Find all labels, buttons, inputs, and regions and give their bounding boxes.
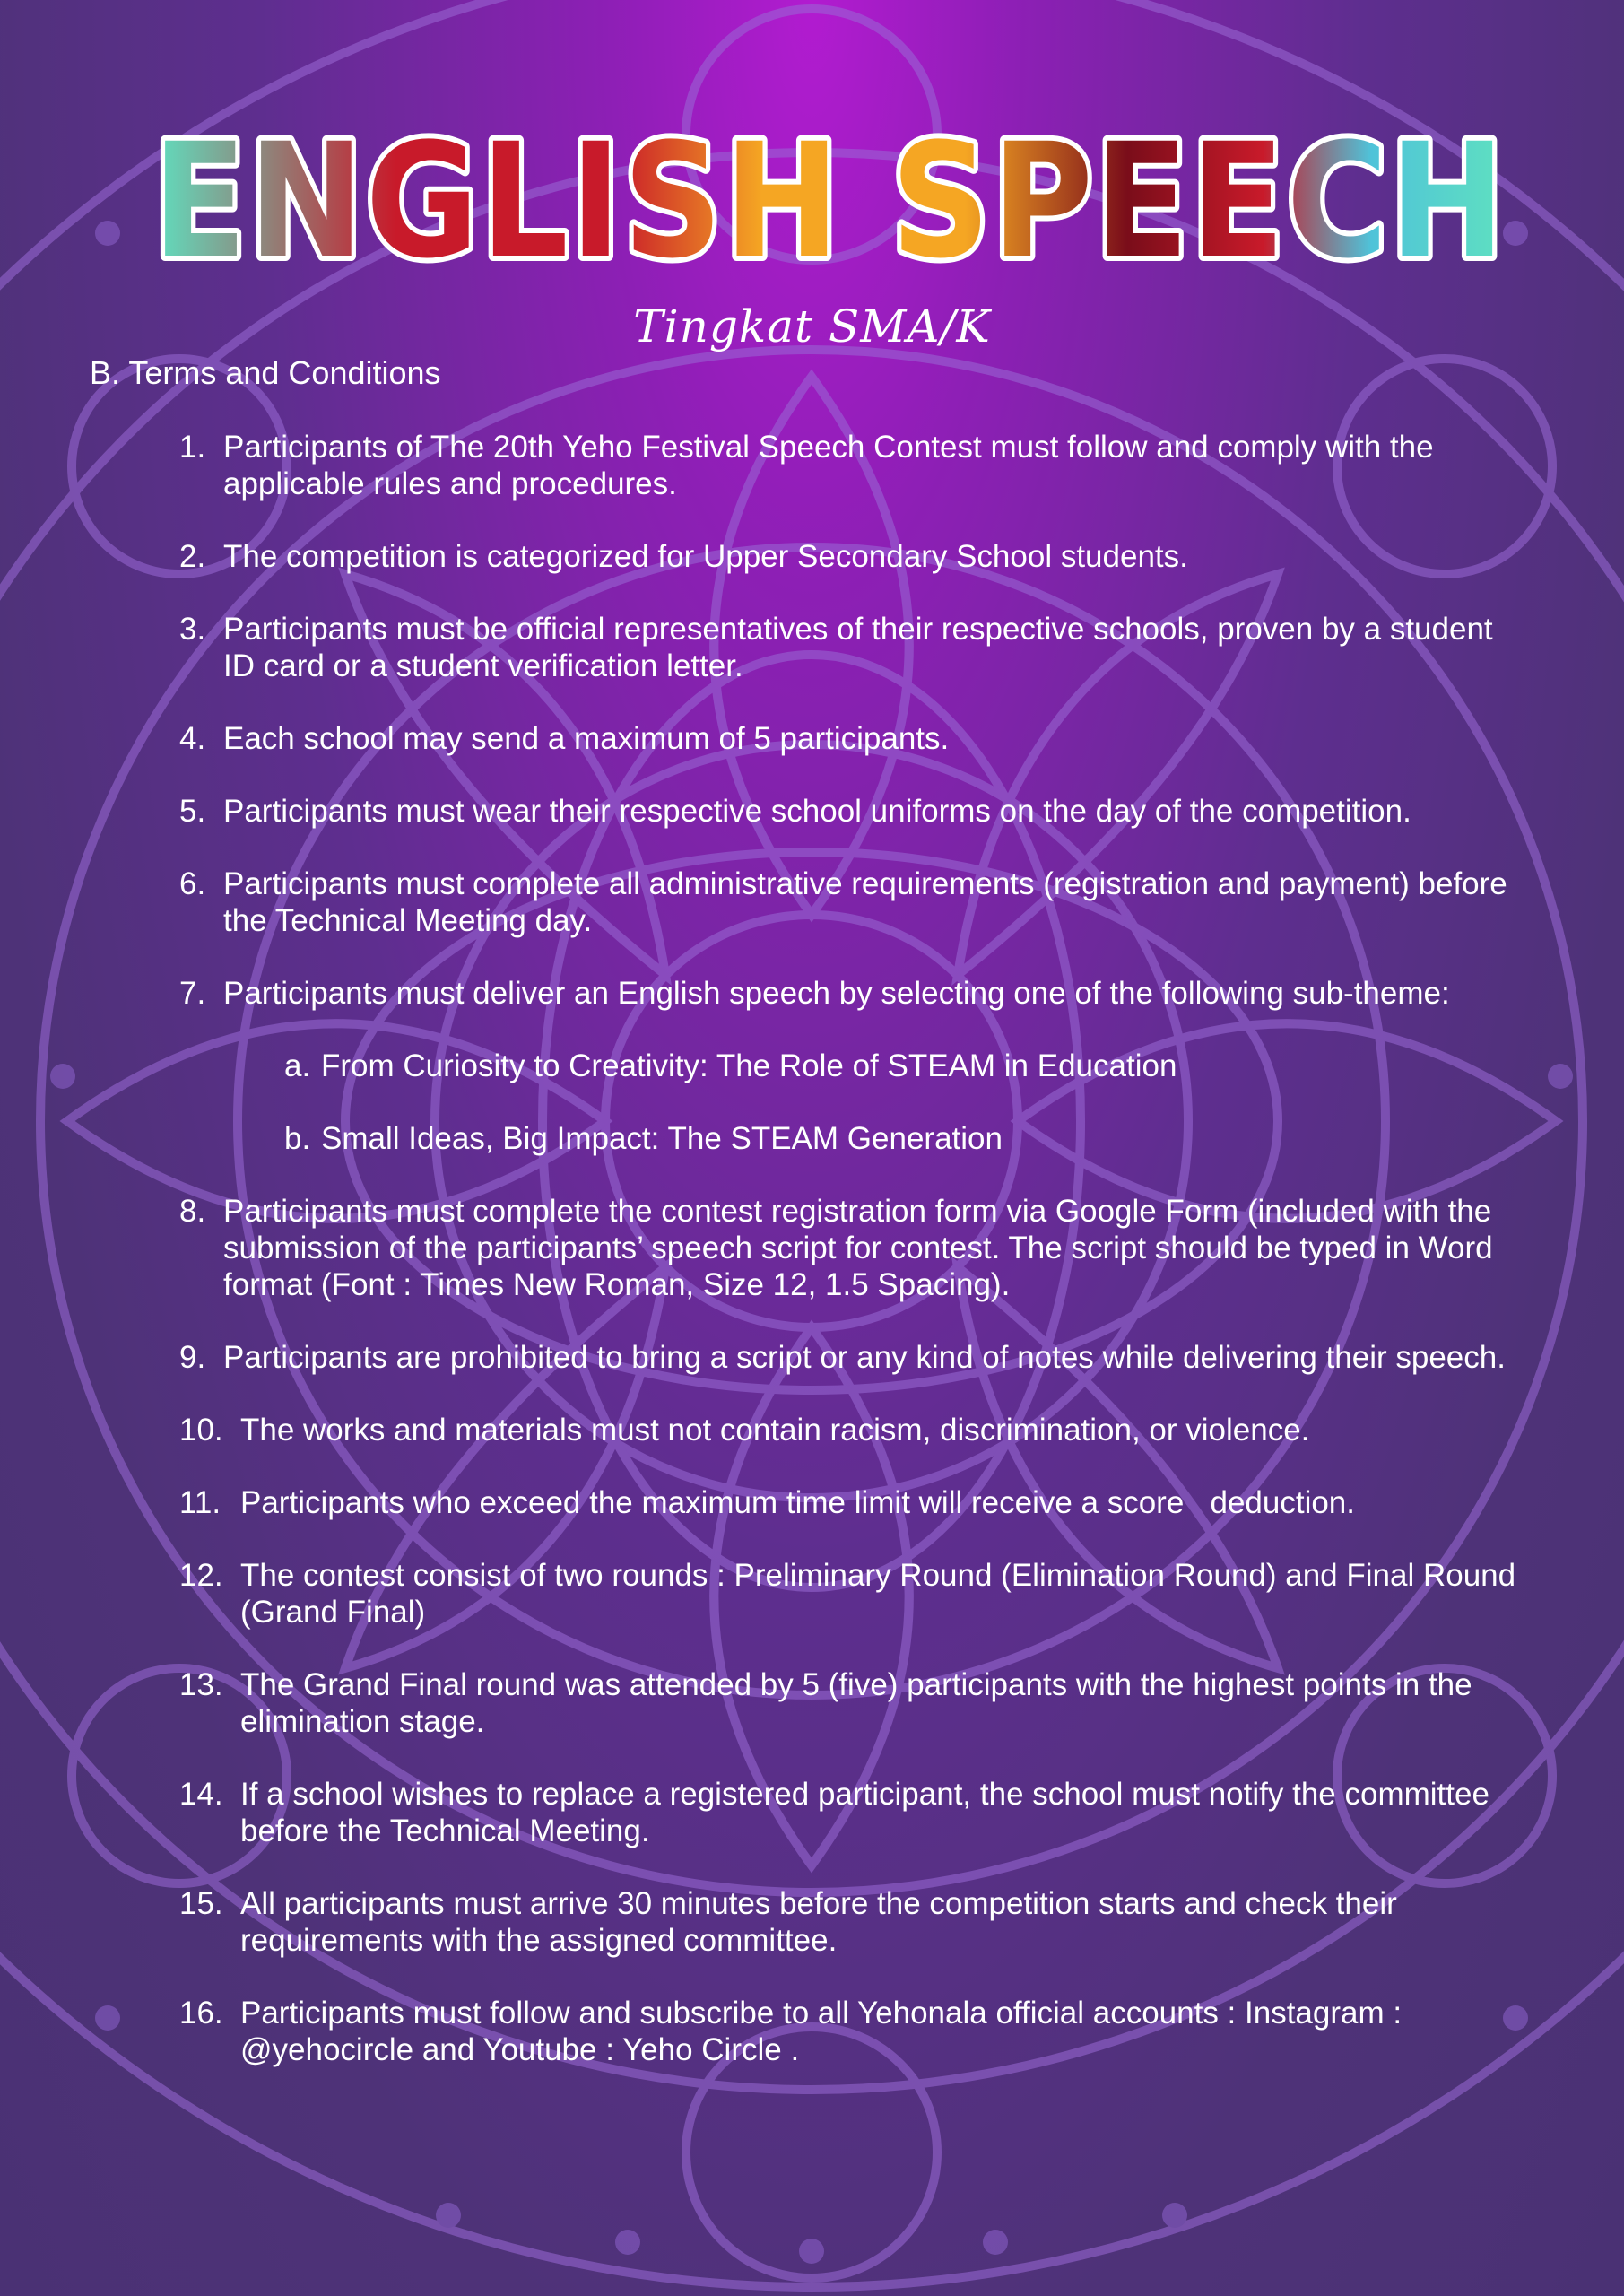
- term-text: Participants must wear their respective school uniforms on the day of the competition.: [223, 794, 1411, 829]
- term-number: 3.: [179, 612, 206, 647]
- term-text: If a school wishes to replace a registered participant, the school must notify the committee before the Technical Meeting.: [240, 1777, 1489, 1848]
- title-text: ENGLISH SPEECH: [152, 109, 1507, 293]
- term-text: Each school may send a maximum of 5 participants.: [223, 721, 950, 756]
- term-item: [179, 1885, 1524, 1959]
- subtitle: Tingkat SMA/K: [633, 300, 991, 352]
- term-number: 1.: [179, 430, 206, 465]
- term-item: [179, 1484, 1524, 1521]
- sub-theme-letter: b.: [284, 1121, 311, 1156]
- term-number: 16.: [179, 1996, 223, 2031]
- section-heading: B. Terms and Conditions: [90, 354, 441, 391]
- title-artwork: [143, 109, 1515, 293]
- term-item: [179, 1666, 1524, 1740]
- term-text: Participants are prohibited to bring a script or any kind of notes while delivering their speech.: [223, 1340, 1506, 1375]
- term-item: [179, 1776, 1524, 1849]
- term-text: Participants must be official representatives of their respective schools, proven by a student ID card or a student verification letter.: [223, 612, 1493, 683]
- term-text: Participants must deliver an English speech by selecting one of the following sub-theme:: [223, 976, 1450, 1011]
- term-number: 7.: [179, 976, 206, 1011]
- term-item: [179, 429, 1524, 502]
- term-number: 15.: [179, 1886, 223, 1921]
- term-text: Participants who exceed the maximum time limit will receive a score deduction.: [240, 1485, 1355, 1520]
- term-text: Participants must complete all administrative requirements (registration and payment) before the Technical Meeting day.: [223, 866, 1507, 938]
- term-number: 4.: [179, 721, 206, 756]
- term-item: [179, 865, 1524, 939]
- term-item: [179, 1995, 1524, 2068]
- term-item: [179, 1557, 1524, 1631]
- terms-list: [179, 429, 1524, 2104]
- term-item: [179, 538, 1524, 575]
- poster-title: [143, 109, 1515, 293]
- term-number: 8.: [179, 1194, 206, 1229]
- term-number: 12.: [179, 1558, 223, 1593]
- sub-theme-list: [179, 1048, 1524, 1157]
- sub-theme-text: From Curiosity to Creativity: The Role of STEAM in Education: [321, 1048, 1177, 1083]
- term-text: The works and materials must not contain racism, discrimination, or violence.: [240, 1413, 1310, 1448]
- sub-theme-item: [179, 1120, 1524, 1157]
- term-text: The competition is categorized for Upper Secondary School students.: [223, 539, 1188, 574]
- term-text: Participants must complete the contest registration form via Google Form (included with the submission of the participants’ speech script for contest. The script should be typed in Word format (Font : Times New Roman, Size 12, 1.5 Spacing).: [223, 1194, 1493, 1302]
- term-number: 13.: [179, 1667, 223, 1702]
- term-number: 6.: [179, 866, 206, 901]
- sub-theme-item: [179, 1048, 1524, 1084]
- term-number: 5.: [179, 794, 206, 829]
- term-number: 10.: [179, 1413, 223, 1448]
- term-text: Participants of The 20th Yeho Festival Speech Contest must follow and comply with the applicable rules and procedures.: [223, 430, 1434, 501]
- term-item: [179, 1193, 1524, 1303]
- term-item: [179, 1339, 1524, 1376]
- term-item: [179, 611, 1524, 684]
- sub-theme-letter: a.: [284, 1048, 311, 1083]
- term-number: 14.: [179, 1777, 223, 1812]
- term-text: The contest consist of two rounds : Preliminary Round (Elimination Round) and Final Round (Grand Final): [240, 1558, 1516, 1630]
- term-number: 9.: [179, 1340, 206, 1375]
- term-text: All participants must arrive 30 minutes before the competition starts and check their requirements with the assigned committee.: [240, 1886, 1397, 1958]
- term-number: 2.: [179, 539, 206, 574]
- term-item: [179, 1412, 1524, 1448]
- term-item: [179, 793, 1524, 830]
- term-item: [179, 975, 1524, 1157]
- term-text: Participants must follow and subscribe to all Yehonala official accounts : Instagram : @yehocircle and Youtube : Yeho Circle .: [240, 1996, 1403, 2067]
- term-text: The Grand Final round was attended by 5 (five) participants with the highest points in the elimination stage.: [240, 1667, 1472, 1739]
- sub-theme-text: Small Ideas, Big Impact: The STEAM Generation: [321, 1121, 1003, 1156]
- term-item: [179, 720, 1524, 757]
- term-number: 11.: [179, 1485, 221, 1520]
